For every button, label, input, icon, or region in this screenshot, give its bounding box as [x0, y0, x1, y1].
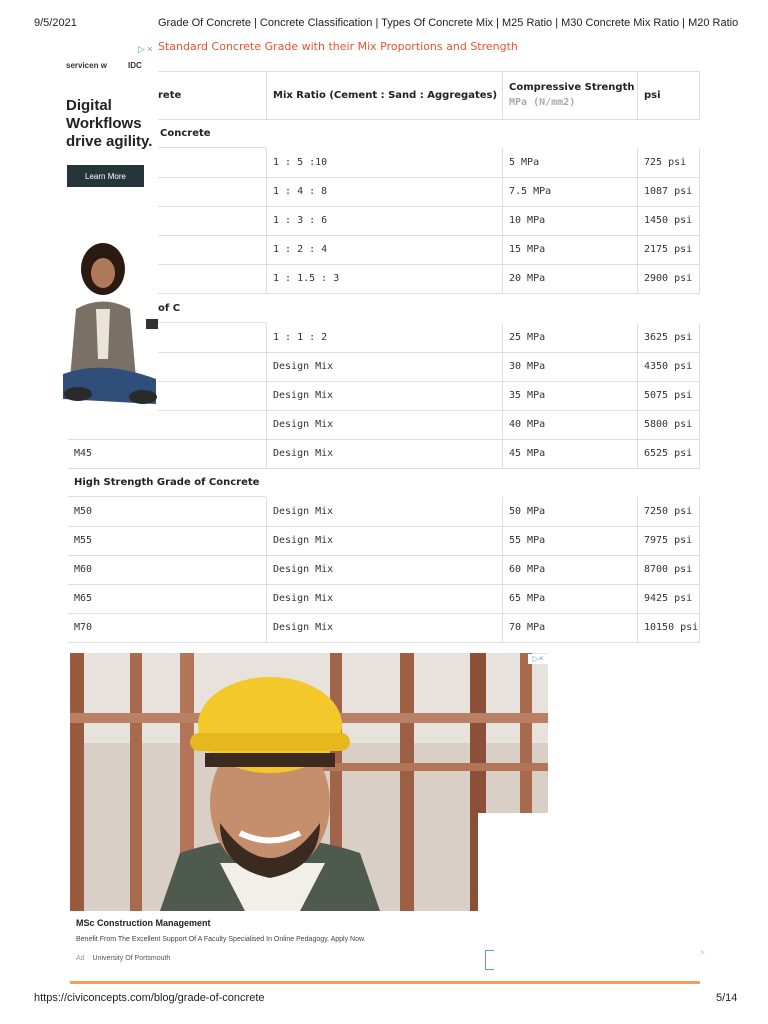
mix-ratio-cell: 1 : 2 : 4	[266, 235, 502, 264]
table-row	[68, 235, 700, 265]
strength-cell: 55 MPa	[502, 526, 637, 555]
psi-cell: 2900 psi	[637, 264, 700, 293]
mix-ratio-cell: 1 : 3 : 6	[266, 206, 502, 235]
grade-cell: M70	[74, 622, 93, 633]
strength-cell: 20 MPa	[502, 264, 637, 293]
mix-ratio-cell: Design Mix	[266, 352, 502, 381]
table-subheading: Standard Concrete Grade with their Mix Proportions and Strength	[158, 40, 518, 53]
strength-cell: 10 MPa	[502, 206, 637, 235]
print-url: https://civiconcepts.com/blog/grade-of-concrete	[34, 992, 265, 1004]
psi-cell: 1087 psi	[637, 177, 700, 206]
section-high-strength	[68, 468, 700, 497]
section-standard	[68, 294, 700, 323]
strength-cell: 7.5 MPa	[502, 177, 637, 206]
psi-cell: 1450 psi	[637, 206, 700, 235]
psi-cell: 4350 psi	[637, 352, 700, 381]
table-row	[68, 206, 700, 236]
mix-ratio-cell: Design Mix	[266, 381, 502, 410]
mix-ratio-cell: Design Mix	[266, 613, 502, 642]
table-row	[68, 497, 700, 527]
grade-cell: M60	[74, 564, 93, 575]
ad-source	[76, 955, 170, 962]
mix-ratio-cell: Design Mix	[266, 526, 502, 555]
grade-cell: M50	[74, 506, 93, 517]
header-grade: rete	[158, 89, 182, 101]
ad-choices-icon[interactable]: ▷×	[528, 654, 548, 664]
section-label: Concrete	[68, 119, 266, 148]
strength-cell: 5 MPa	[502, 148, 637, 177]
grade-cell: M65	[74, 593, 93, 604]
psi-cell: 7975 psi	[637, 526, 700, 555]
ad-learn-more-button[interactable]: Learn More	[67, 165, 144, 187]
strength-cell: 65 MPa	[502, 584, 637, 613]
divider-line	[70, 981, 700, 984]
ad-brand-logo-idc: IDC	[128, 61, 142, 70]
header-psi: psi	[637, 71, 700, 119]
table-row	[68, 352, 700, 382]
table-row	[68, 264, 700, 294]
ad-tag: Ad	[76, 955, 85, 962]
ad-headline: Digital Workflows drive agility.	[66, 97, 153, 150]
psi-cell: 3625 psi	[637, 323, 700, 352]
table-row	[68, 323, 700, 353]
table-row	[68, 148, 700, 178]
grade-cell: M55	[74, 535, 93, 546]
strength-cell: 50 MPa	[502, 497, 637, 526]
mix-ratio-cell: 1 : 1 : 2	[266, 323, 502, 352]
psi-cell: 5075 psi	[637, 381, 700, 410]
table-row	[68, 584, 700, 614]
mix-ratio-cell: Design Mix	[266, 584, 502, 613]
print-title: Grade Of Concrete | Concrete Classification | Types Of Concrete Mix | M25 Ratio | M30 Concrete Mix Ratio | M20 Ratio	[158, 17, 739, 29]
mix-ratio-cell: Design Mix	[266, 555, 502, 584]
psi-cell: 7250 psi	[637, 497, 700, 526]
mix-ratio-cell: Design Mix	[266, 410, 502, 439]
chevron-up-icon[interactable]: ^	[700, 950, 705, 961]
strength-cell: 45 MPa	[502, 439, 637, 468]
strength-cell: 35 MPa	[502, 381, 637, 410]
mix-ratio-cell: 1 : 4 : 8	[266, 177, 502, 206]
ad-brand-logo: servicen w	[66, 61, 107, 70]
ad-source-name: University Of Portsmouth	[92, 955, 171, 962]
strength-cell: 70 MPa	[502, 613, 637, 642]
ad-banner-bottom-image[interactable]	[70, 653, 548, 911]
table-row	[68, 555, 700, 585]
strength-cell: 40 MPa	[502, 410, 637, 439]
ad-worker-photo	[70, 653, 548, 911]
header-mix: Mix Ratio (Cement : Sand : Aggregates)	[266, 71, 502, 119]
psi-cell: 9425 psi	[637, 584, 700, 613]
table-row	[68, 381, 700, 411]
table-row	[68, 439, 700, 469]
strength-cell: 25 MPa	[502, 323, 637, 352]
print-date: 9/5/2021	[34, 17, 77, 29]
header-strength: Compressive Strength MPa (N/mm2)	[502, 71, 637, 119]
mix-ratio-cell: 1 : 1.5 : 3	[266, 264, 502, 293]
ad-open-icon[interactable]	[485, 950, 494, 970]
psi-cell: 6525 psi	[637, 439, 700, 468]
section-label: of C	[68, 294, 266, 323]
mix-ratio-cell: 1 : 5 :10	[266, 148, 502, 177]
strength-cell: 30 MPa	[502, 352, 637, 381]
psi-cell: 10150 psi	[637, 613, 700, 642]
grade-cell: M45	[74, 448, 93, 459]
psi-cell: 5800 psi	[637, 410, 700, 439]
table-row	[68, 177, 700, 207]
section-label: High Strength Grade of Concrete	[68, 468, 266, 497]
ad-description: Benefit From The Excellent Support Of A Faculty Specialised In Online Pedagogy. Apply Now.	[76, 936, 366, 943]
mix-ratio-cell: Design Mix	[266, 439, 502, 468]
psi-cell: 2175 psi	[637, 235, 700, 264]
mix-ratio-cell: Design Mix	[266, 497, 502, 526]
strength-cell: 15 MPa	[502, 235, 637, 264]
table-row	[68, 526, 700, 556]
ad-choices-icon[interactable]: ▷ ×	[138, 44, 153, 54]
table-row	[68, 613, 700, 643]
table-row	[68, 410, 700, 440]
psi-cell: 8700 psi	[637, 555, 700, 584]
print-page-number: 5/14	[716, 992, 738, 1004]
psi-cell: 725 psi	[637, 148, 700, 177]
ad-title[interactable]: MSc Construction Management	[76, 918, 211, 928]
strength-cell: 60 MPa	[502, 555, 637, 584]
ad-person-image	[58, 239, 158, 435]
ad-banner-left[interactable]	[58, 42, 158, 435]
